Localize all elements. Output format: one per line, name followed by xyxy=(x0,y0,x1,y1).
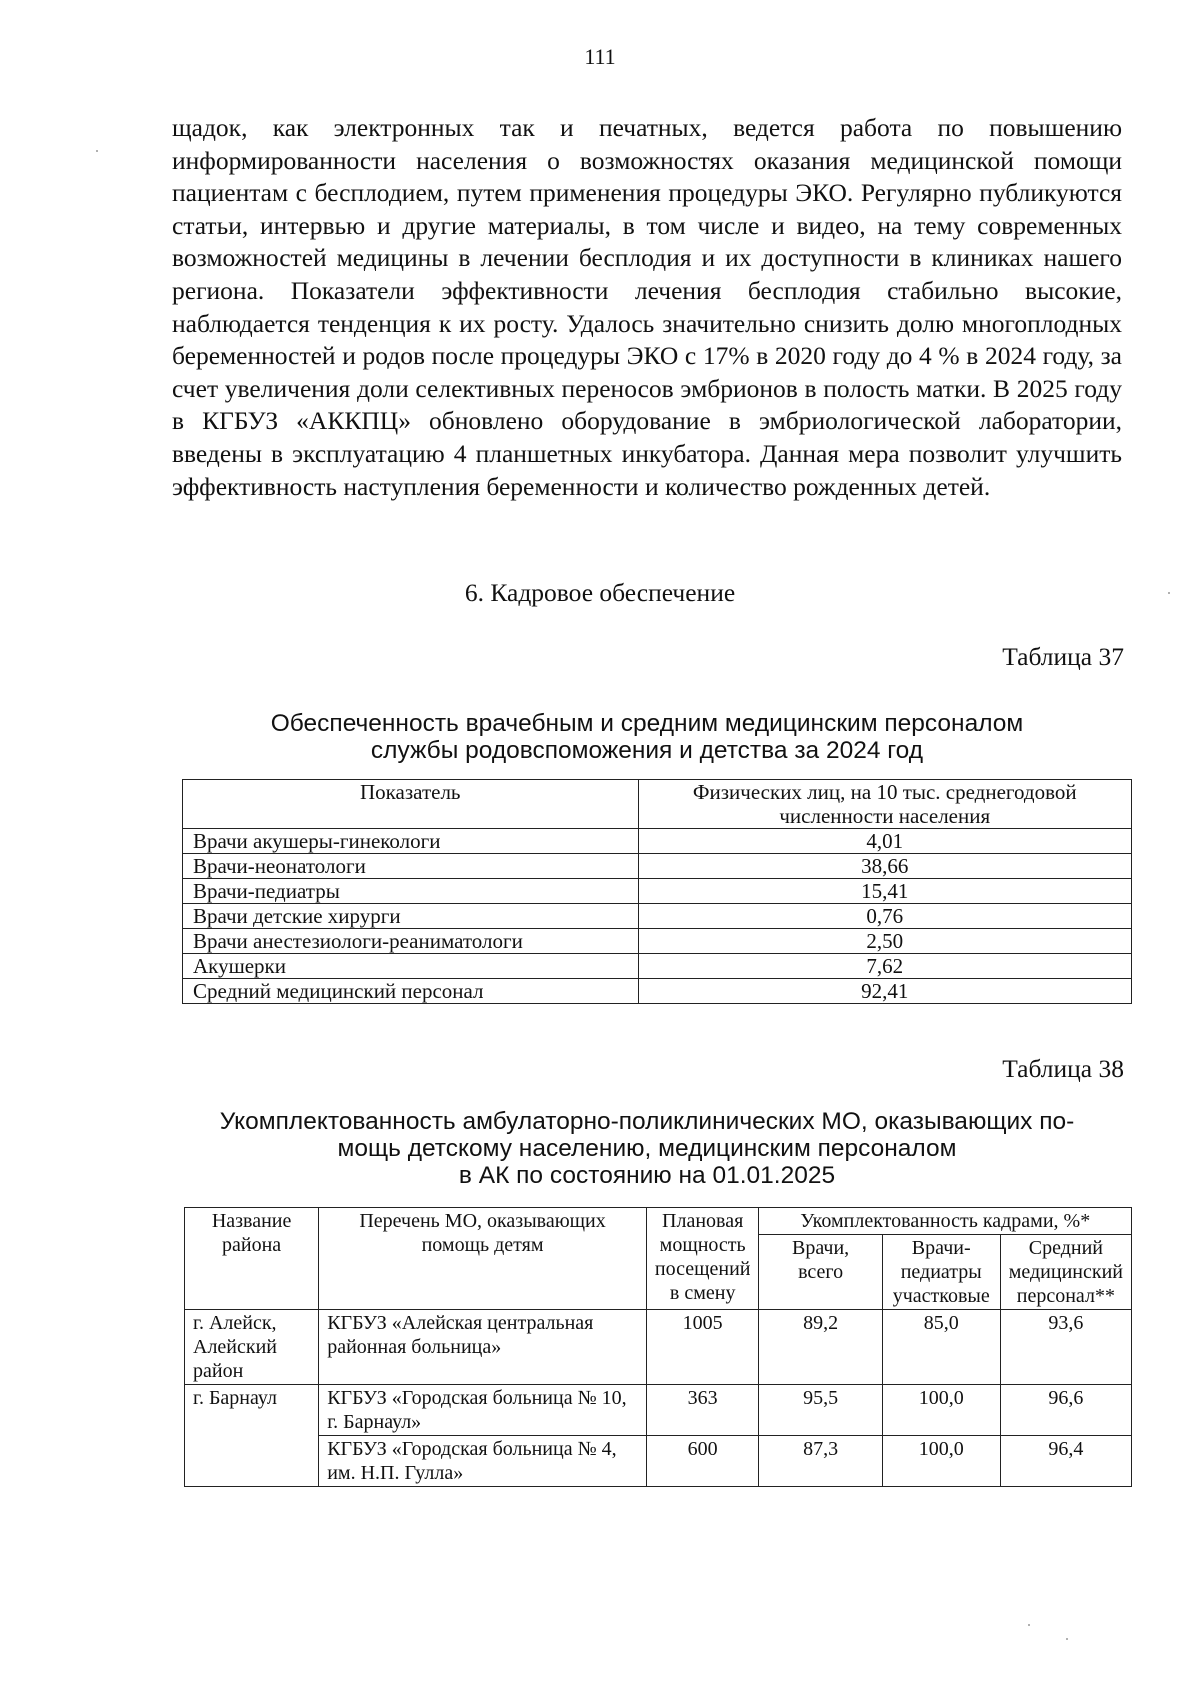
value-cell: 38,66 xyxy=(638,854,1131,879)
capacity-cell: 600 xyxy=(646,1436,759,1487)
table-row xyxy=(183,829,1132,854)
header-indicator: Показатель xyxy=(183,780,639,829)
table37-title-line1: Обеспеченность врачебным и средним медицинским персоналом xyxy=(270,710,1024,737)
pediatricians-cell: 100,0 xyxy=(882,1436,1000,1487)
header-district: Название района xyxy=(185,1208,319,1310)
header-mo-list: Перечень МО, оказывающих помощь детям xyxy=(319,1208,647,1310)
nurses-cell: 96,4 xyxy=(1000,1436,1131,1487)
scan-speck xyxy=(1168,592,1170,594)
nurses-cell: 93,6 xyxy=(1000,1310,1131,1385)
scan-speck xyxy=(1028,1624,1030,1626)
district-cell: г. Алейск, Алейский район xyxy=(185,1310,319,1385)
table-row xyxy=(183,929,1132,954)
table38-label: Таблица 38 xyxy=(1002,1054,1124,1083)
table-row xyxy=(183,904,1132,929)
capacity-cell: 1005 xyxy=(646,1310,759,1385)
mo-cell: КГБУЗ «Городская больница № 10, г. Барнаул» xyxy=(319,1385,647,1436)
capacity-cell: 363 xyxy=(646,1385,759,1436)
section-heading: 6. Кадровое обеспечение xyxy=(464,578,736,607)
table37-title-line2: службы родовспоможения и детства за 2024 год xyxy=(370,737,924,764)
indicator-cell: Врачи детские хирурги xyxy=(183,904,639,929)
doctors-cell: 95,5 xyxy=(759,1385,882,1436)
indicator-cell: Врачи-неонатологи xyxy=(183,854,639,879)
value-cell: 0,76 xyxy=(638,904,1131,929)
table-row xyxy=(185,1436,1132,1487)
table-row xyxy=(185,1385,1132,1436)
indicator-cell: Врачи анестезиологи-реаниматологи xyxy=(183,929,639,954)
value-cell: 4,01 xyxy=(638,829,1131,854)
body-paragraph: щадок, как электронных так и печатных, ведется работа по повышению информированности населения о возможностях оказания медицинской помощи пациентам с бесплодием, путем применения процедуры ЭКО. Регулярно публикуются статьи, интервью и другие материалы, в том числе и видео, на тему современных возможностей медицины в лечении бесплодия и их доступности в клиниках нашего региона. Показатели эффективности лечения бесплодия стабильно высокие, наблюдается тенденция к их росту. Удалось значительно снизить долю многоплодных беременностей и родов после процедуры ЭКО с 17% в 2020 году до 4 % в 2024 году, за счет увеличения доли селективных переносов эмбрионов в полость матки. В 2025 году в КГБУЗ «АККПЦ» обновлено оборудование в эмбриологической лаборатории, введены в эксплуатацию 4 планшетных инкубатора. Данная мера позволит улучшить эффективность наступления беременности и количество рожденных детей. xyxy=(172,113,1122,501)
table-row xyxy=(183,879,1132,904)
pediatricians-cell: 85,0 xyxy=(882,1310,1000,1385)
pediatricians-cell: 100,0 xyxy=(882,1385,1000,1436)
mo-cell: КГБУЗ «Городская больница № 4, им. Н.П. Гулла» xyxy=(319,1436,647,1487)
nurses-cell: 96,6 xyxy=(1000,1385,1131,1436)
header-capacity: Плановая мощность посещений в смену xyxy=(646,1208,759,1310)
indicator-cell: Врачи-педиатры xyxy=(183,879,639,904)
header-doctors: Врачи, всего xyxy=(759,1235,882,1310)
doctors-cell: 87,3 xyxy=(759,1436,882,1487)
table-header-row xyxy=(183,780,1132,829)
mo-cell: КГБУЗ «Алейская центральная районная больница» xyxy=(319,1310,647,1385)
scan-speck xyxy=(1066,1638,1068,1640)
staffing-table-38 xyxy=(184,1207,1132,1487)
indicator-cell: Акушерки xyxy=(183,954,639,979)
table-header-row xyxy=(185,1208,1132,1235)
indicator-cell: Врачи акушеры-гинекологи xyxy=(183,829,639,854)
table-row xyxy=(183,954,1132,979)
doctors-cell: 89,2 xyxy=(759,1310,882,1385)
header-nurses: Средний медицинский персонал** xyxy=(1000,1235,1131,1310)
table38-title-line2: мощь детскому населению, медицинским персоналом xyxy=(337,1135,957,1162)
value-cell: 15,41 xyxy=(638,879,1131,904)
table-row xyxy=(183,854,1132,879)
table38-title-line1: Укомплектованность амбулаторно-поликлинических МО, оказывающих по- xyxy=(219,1108,1075,1135)
staffing-table-37 xyxy=(182,779,1132,1004)
district-cell: г. Барнаул xyxy=(185,1385,319,1487)
header-staffing: Укомплектованность кадрами, %* xyxy=(759,1208,1132,1235)
table-row xyxy=(183,979,1132,1004)
table37-label: Таблица 37 xyxy=(1002,642,1124,671)
value-cell: 7,62 xyxy=(638,954,1131,979)
table37-title xyxy=(172,710,1122,764)
table38-title xyxy=(172,1108,1122,1189)
table-row xyxy=(185,1310,1132,1385)
header-pediatricians: Врачи-педиатры участковые xyxy=(882,1235,1000,1310)
indicator-cell: Средний медицинский персонал xyxy=(183,979,639,1004)
value-cell: 2,50 xyxy=(638,929,1131,954)
header-value: Физических лиц, на 10 тыс. среднегодовой численности населения xyxy=(638,780,1131,829)
table38-title-line3: в АК по состоянию на 01.01.2025 xyxy=(458,1162,836,1189)
scan-speck xyxy=(96,150,98,152)
page-number: 111 xyxy=(584,44,616,69)
value-cell: 92,41 xyxy=(638,979,1131,1004)
